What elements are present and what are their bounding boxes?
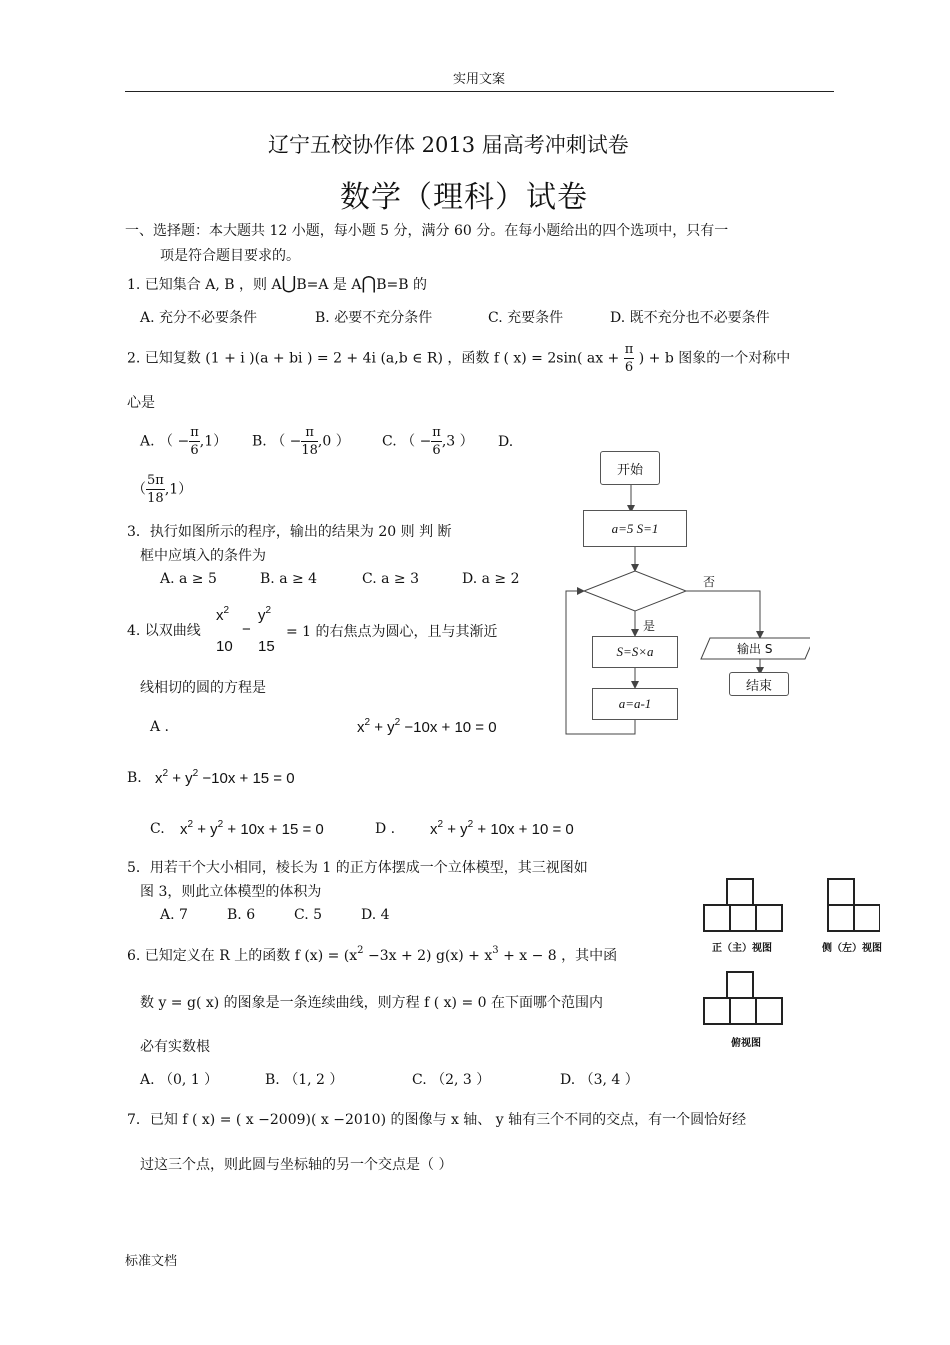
q2-stem-a: 2. 已知复数 (1 + i )(a + bi ) = 2 + 4i (a,b ∈ R) ，函数 f ( x) = 2sin( ax + [127,350,620,367]
q4-option-b [155,770,295,787]
q6-option-c: C. （2, 3 ） [412,1072,491,1088]
q2-option-b [252,424,350,459]
q2-optd-post: ,1） [164,481,193,498]
q2-option-c [382,424,474,459]
q6-option-d: D. （3, 4 ） [560,1072,639,1088]
q5-option-d: D. 4 [361,907,390,923]
q7-stem-line2: 过这三个点，则此圆与坐标轴的另一个交点是（ ） [140,1157,453,1173]
q1-stem-a: 1. 已知集合 A, B ，则 A [127,277,282,293]
flowchart-output: 输出 S [737,642,773,656]
union-symbol: ⋃ [281,273,297,293]
q7-stem-line1: 7．已知 f ( x) = ( x −2009)( x −2010) 的图像与 x 轴、 y 轴有三个不同的交点，有一个圆恰好经 [127,1112,747,1128]
q6-stem-line2: 数 y = g( x) 的图象是一条连续曲线，则方程 f ( x) = 0 在下面哪个范围内 [140,995,604,1011]
flowchart-start: 开始 [600,451,660,485]
q1-option-b: B. 必要不充分条件 [315,310,433,326]
exam-title: 辽宁五校协作体 2013 届高考冲刺试卷 [268,133,629,157]
q4-optd-y: + y [443,821,468,838]
q3-stem-line2: 框中应填入的条件为 [140,548,266,564]
q4-opta-sup-x: 2 [364,717,371,728]
q2-optd-pre: （ [132,481,146,498]
three-views-figure [700,875,880,1035]
q6-post: + x − 8 ，其中函 [498,948,618,964]
q4-optc-x: x [180,821,188,838]
q4-optd-rest: + 10x + 10 = 0 [473,821,574,838]
q2-optd-frac [146,472,165,507]
q2-optc-pre: C. （ − [382,433,432,450]
q4-y-sup: 2 [265,605,272,616]
q2-option-a [140,424,227,459]
q4-optc-sup-x: 2 [187,819,194,830]
q5-stem-line2: 图 3，则此立体模型的体积为 [140,884,322,900]
q1-stem-b: B=A 是 A [296,277,362,293]
flowchart-init: a=5 S=1 [583,510,687,547]
q2-optc-post: ,3 ） [441,433,474,450]
q4-optb-x: x [155,770,163,787]
q2-optd-den: 18 [147,491,164,506]
q4-optd-sup-y: 2 [467,819,474,830]
top-view-label: 俯视图 [731,1038,761,1049]
q3-option-b: B. a ≥ 4 [260,571,318,587]
q2-frac [624,341,635,376]
q4-optc-y: + y [193,821,218,838]
q4-option-c [180,821,324,838]
q2-stem-line2: 心是 [127,395,155,411]
q4-stem-pre: 4. 以双曲线 [127,623,201,639]
q3-option-a: A. a ≥ 5 [160,571,217,587]
q4-y: y [258,607,266,624]
q2-optc-frac [431,424,442,459]
q2-frac-num: π [624,342,634,357]
q2-optb-pre: B. （ − [252,433,302,450]
q4-minus: − [242,621,251,638]
q1-option-c: C. 充要条件 [488,310,564,326]
q2-optc-num: π [432,425,441,440]
q4-optc-rest: + 10x + 15 = 0 [223,821,324,838]
q4-x: x [216,607,224,624]
flowchart-step-multiply: S=S×a [592,636,678,668]
section-intro-line1: 一、选择题：本大题共 12 小题，每小题 5 分，满分 60 分。在每小题给出的四个选项中，只有一 [125,223,729,239]
q2-optb-frac [301,424,318,459]
q2-opta-den: 6 [190,443,199,458]
intersection-symbol: ⋂ [361,273,377,293]
q2-option-d-label: D. [498,434,514,450]
q5-option-a: A. 7 [160,907,188,923]
q2-optd-num: 5π [147,473,164,488]
q4-option-a [357,719,497,736]
q2-optb-post: ,0 ） [317,433,350,450]
q4-x-den: 10 [216,638,233,655]
q1-option-d: D. 既不充分也不必要条件 [610,310,770,326]
q2-opta-frac [189,424,200,459]
q2-stem-b: ) + b 图象的一个对称中 [638,350,791,367]
q2-option-d [132,472,192,507]
q6-stem-line3: 必有实数根 [140,1039,210,1055]
q2-opta-num: π [190,425,199,440]
q3-option-d: D. a ≥ 2 [462,571,520,587]
q4-optb-rest: −10x + 15 = 0 [198,770,295,787]
q2-optb-num: π [301,424,318,442]
q4-option-d [430,821,574,838]
q4-optd-x: x [430,821,438,838]
front-view-label: 正（主）视图 [712,943,772,954]
header-rule [125,91,834,92]
q6-stem-line1 [127,945,617,965]
q3-stem-line1: 3．执行如图所示的程序，输出的结果为 20 则 判 断 [127,524,452,540]
page-footer: 标准文档 [125,1254,178,1269]
q4-opta-sup-y: 2 [394,717,401,728]
q4-option-a-label: A . [150,719,170,735]
q4-frac-x [216,607,233,655]
q6-option-a: A. （0, 1 ） [140,1072,219,1088]
q6-sup2: 3 [492,945,499,956]
flowchart-yes-label: 是 [643,619,656,633]
flowchart-no-label: 否 [703,575,716,589]
q4-stem-post: = 1 的右焦点为圆心，且与其渐近 [286,624,498,640]
q5-stem-line1: 5．用若干个大小相同，棱长为 1 的正方体摆成一个立体模型，其三视图如 [127,860,588,876]
q4-opta-rest: −10x + 10 = 0 [400,719,497,736]
q4-y-den: 15 [258,638,275,655]
q4-optc-sup-y: 2 [217,819,224,830]
flowchart-end: 结束 [729,672,789,696]
q4-option-c-label: C. [150,821,165,837]
q1-option-a: A. 充分不必要条件 [140,310,258,326]
q6-option-b: B. （1, 2 ） [265,1072,344,1088]
q4-frac-y [258,607,275,655]
page-header: 实用文案 [453,72,506,87]
q4-optb-sup-y: 2 [192,768,199,779]
section-intro-line2: 项是符合题目要求的。 [160,248,300,264]
q1-stem [127,273,427,294]
q6-pre: 6. 已知定义在 R 上的函数 f (x) = (x [127,948,358,964]
q2-optb-den: 18 [301,443,318,458]
q4-optb-y: + y [168,770,193,787]
q4-x-sup: 2 [223,605,230,616]
q4-option-d-label: D . [375,821,396,837]
q6-mid: −3x + 2) g(x) + x [363,948,493,964]
q2-opta-pre: A. （ − [140,433,190,450]
q2-stem [127,341,790,376]
q4-opta-y: + y [370,719,395,736]
q5-option-b: B. 6 [227,907,256,923]
q2-frac-den: 6 [624,360,634,375]
q2-optc-den: 6 [432,443,441,458]
q4-optb-sup-x: 2 [162,768,169,779]
q2-opta-post: ,1） [199,433,228,450]
exam-subtitle: 数学（理科）试卷 [340,180,588,215]
q3-option-c: C. a ≥ 3 [362,571,419,587]
q4-stem-line2: 线相切的圆的方程是 [140,680,266,696]
q6-sup1: 2 [357,945,364,956]
q4-option-b-label: B. [127,770,142,786]
q4-optd-sup-x: 2 [437,819,444,830]
q1-stem-c: B=B 的 [376,277,428,293]
side-view-label: 侧（左）视图 [822,943,882,954]
q4-opta-x: x [357,719,365,736]
flowchart-step-decrement: a=a-1 [592,688,678,720]
q5-option-c: C. 5 [294,907,323,923]
